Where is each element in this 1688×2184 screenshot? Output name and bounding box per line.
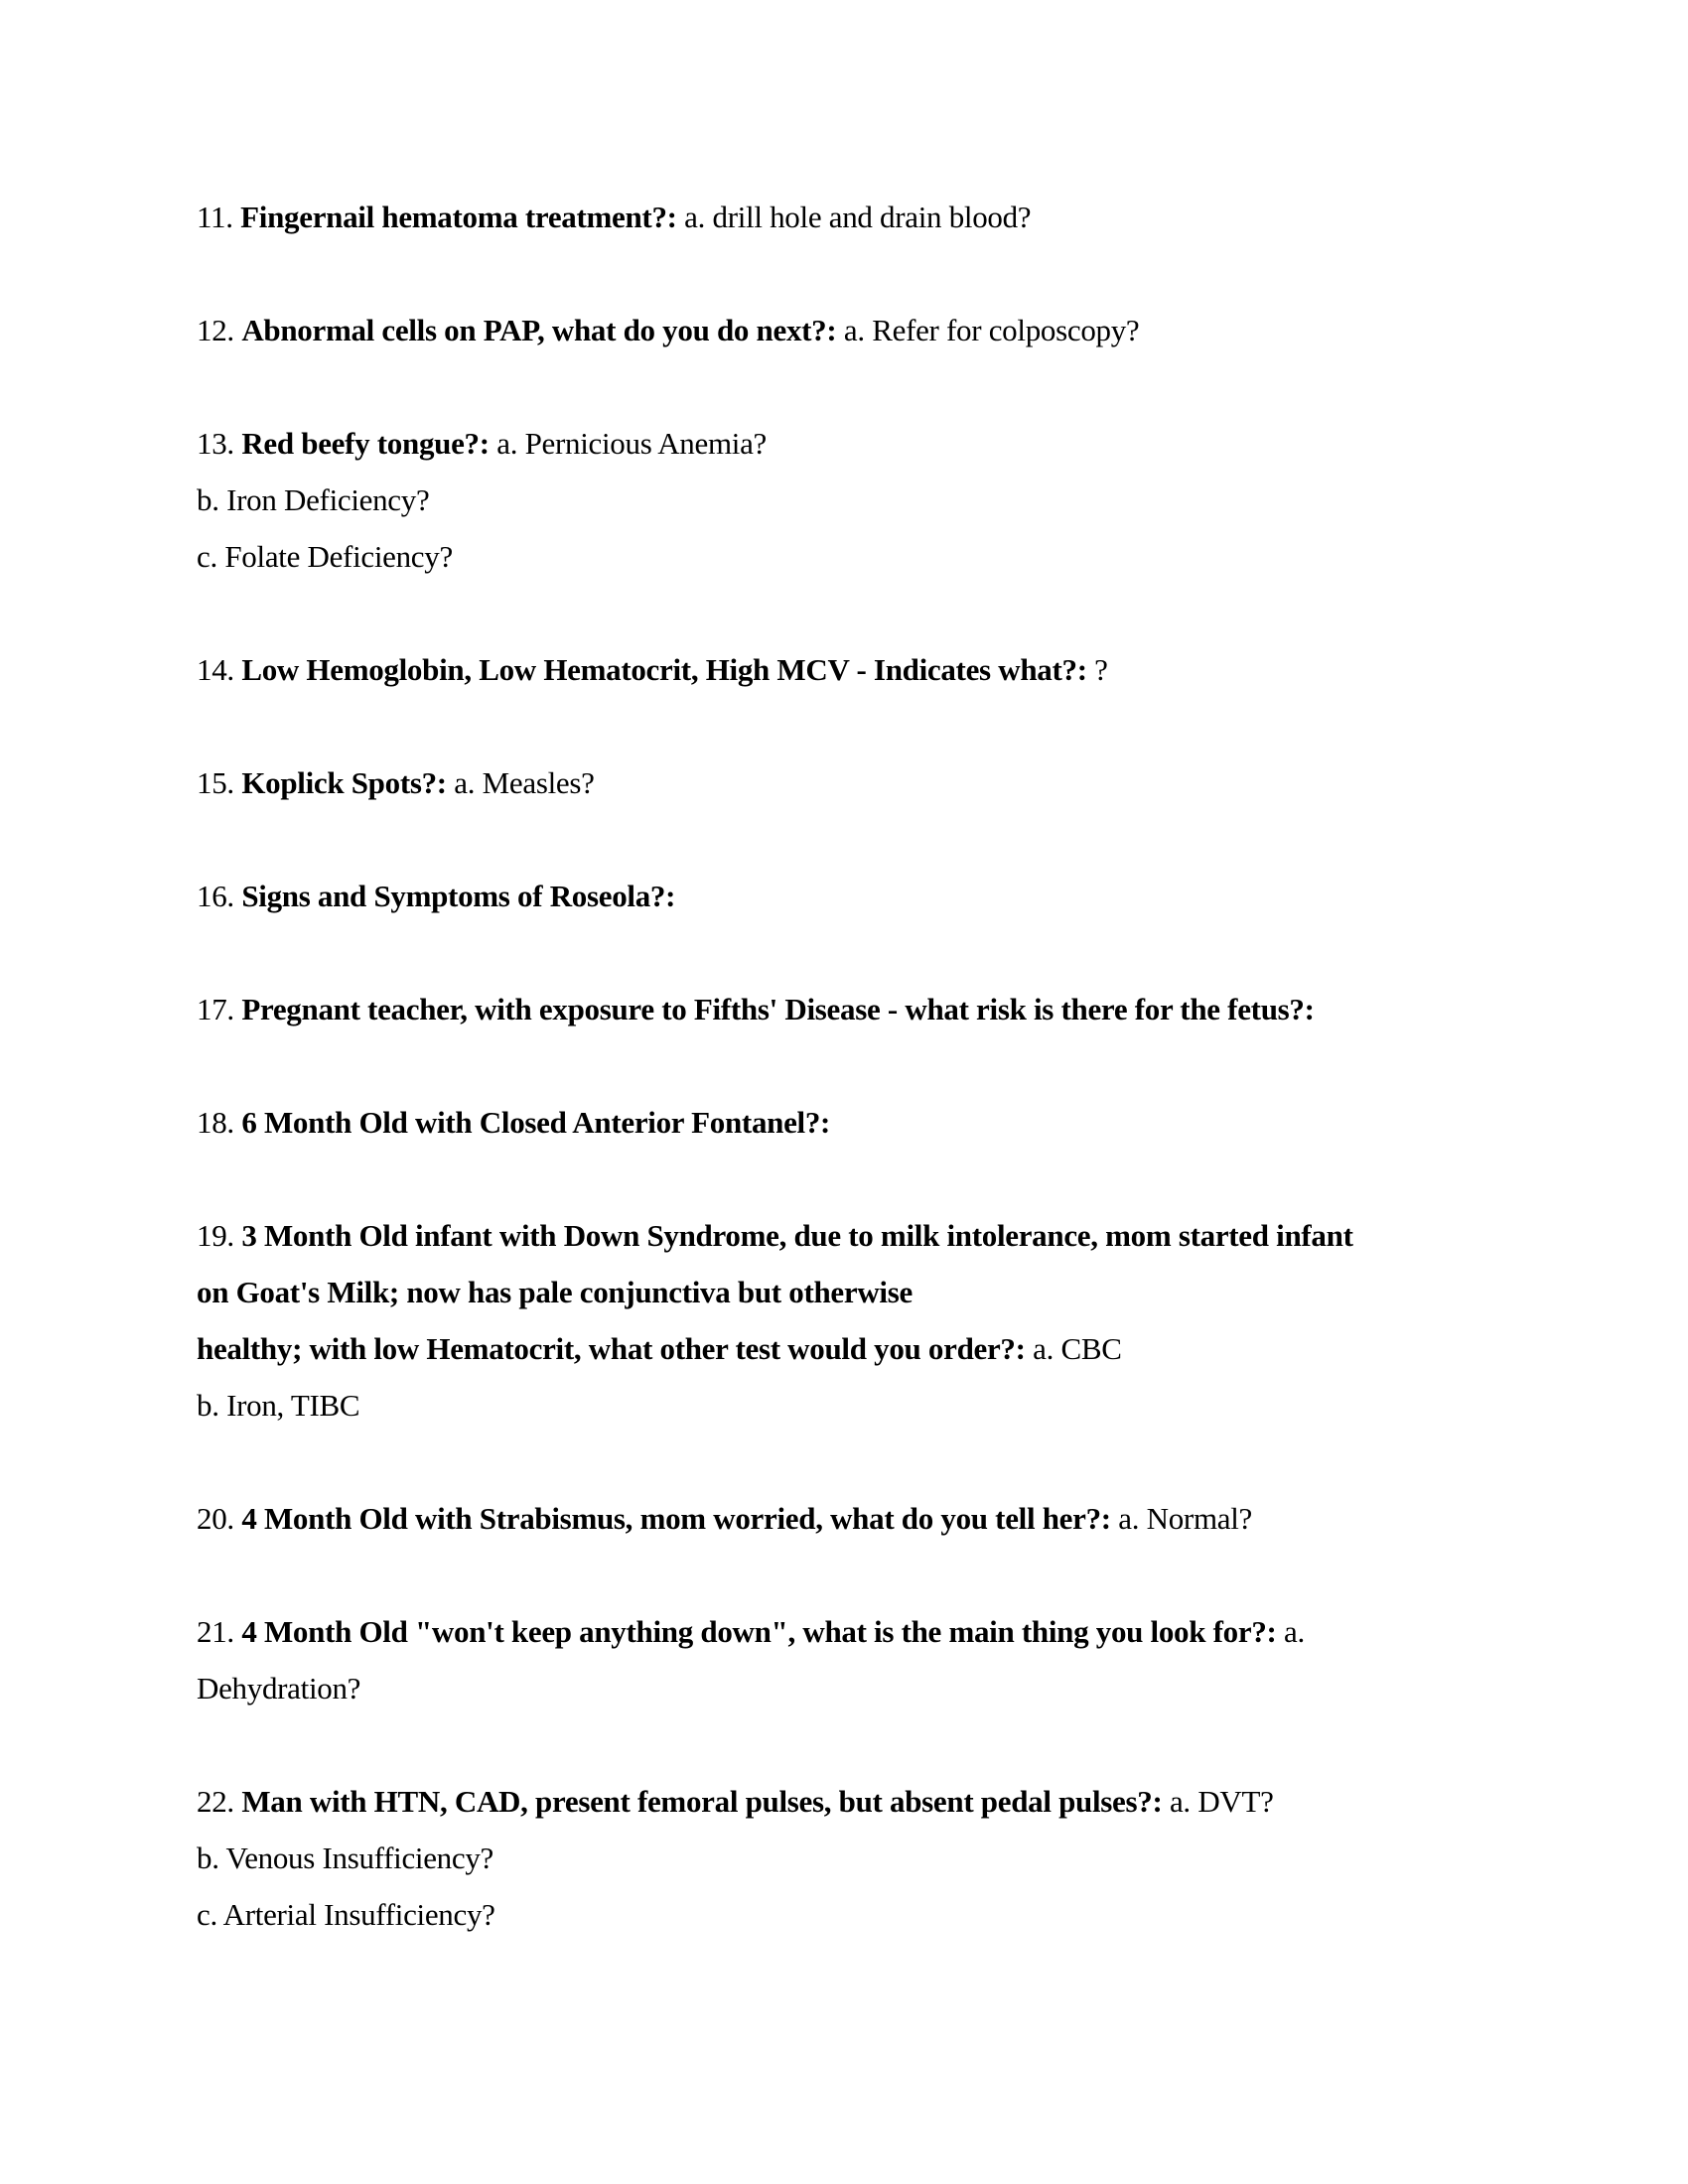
- question-text: 4 Month Old "won't keep anything down", what is the main thing you look for?:: [241, 1614, 1277, 1649]
- question-text: Signs and Symptoms of Roseola?:: [241, 879, 676, 913]
- question-item-21: [197, 1603, 1507, 1716]
- answer-option: a. Pernicious Anemia?: [496, 426, 767, 461]
- question-number: 13.: [197, 426, 234, 461]
- question-text: Koplick Spots?:: [241, 765, 447, 800]
- question-item-13: [197, 415, 1507, 585]
- question-text: Fingernail hematoma treatment?:: [240, 200, 677, 234]
- question-text: 3 Month Old infant with Down Syndrome, due to milk intolerance, mom started infant: [241, 1218, 1353, 1253]
- question-line: [197, 1773, 1507, 1830]
- answer-option: b. Iron Deficiency?: [197, 482, 430, 517]
- question-line: [197, 868, 1507, 924]
- answer-option: a. Measles?: [454, 765, 595, 800]
- question-line: [197, 981, 1507, 1037]
- question-line: [197, 1094, 1507, 1151]
- question-line: [197, 1490, 1507, 1547]
- answer-option: c. Arterial Insufficiency?: [197, 1897, 495, 1932]
- question-line: [197, 415, 1507, 472]
- question-text: Red beefy tongue?:: [241, 426, 490, 461]
- answer-option: b. Venous Insufficiency?: [197, 1841, 494, 1875]
- question-item-17: [197, 981, 1507, 1037]
- question-item-14: [197, 641, 1507, 698]
- question-text: Abnormal cells on PAP, what do you do next?:: [241, 313, 837, 347]
- question-item-20: [197, 1490, 1507, 1547]
- question-number: 14.: [197, 652, 234, 687]
- question-line: [197, 754, 1507, 811]
- question-text: Low Hemoglobin, Low Hematocrit, High MCV - Indicates what?:: [241, 652, 1087, 687]
- answer-option: b. Iron, TIBC: [197, 1388, 360, 1423]
- answer-option: a. Normal?: [1118, 1501, 1252, 1536]
- answer-option: a. Refer for colposcopy?: [843, 313, 1140, 347]
- answer-option: c. Folate Deficiency?: [197, 539, 453, 574]
- question-number: 16.: [197, 879, 234, 913]
- question-item-12: [197, 302, 1507, 358]
- answer-option: a.: [1284, 1614, 1305, 1649]
- question-text: 4 Month Old with Strabismus, mom worried, what do you tell her?:: [241, 1501, 1111, 1536]
- document-page: [197, 189, 1507, 1999]
- answer-option-continued: Dehydration?: [197, 1671, 361, 1706]
- question-item-11: [197, 189, 1507, 245]
- question-item-15: [197, 754, 1507, 811]
- question-number: 17.: [197, 992, 234, 1026]
- question-number: 20.: [197, 1501, 234, 1536]
- question-text: Man with HTN, CAD, present femoral pulses, but absent pedal pulses?:: [241, 1784, 1163, 1819]
- question-item-16: [197, 868, 1507, 924]
- answer-option: a. DVT?: [1169, 1784, 1274, 1819]
- question-number: 22.: [197, 1784, 234, 1819]
- question-number: 15.: [197, 765, 234, 800]
- question-line: [197, 1207, 1507, 1264]
- question-line: [197, 302, 1507, 358]
- question-text: Pregnant teacher, with exposure to Fifths' Disease - what risk is there for the fetus?:: [241, 992, 1315, 1026]
- question-line: [197, 1603, 1507, 1660]
- question-item-22: [197, 1773, 1507, 1943]
- question-text: 6 Month Old with Closed Anterior Fontanel?:: [241, 1105, 831, 1140]
- question-number: 11.: [197, 200, 233, 234]
- answer-option: a. drill hole and drain blood?: [684, 200, 1032, 234]
- question-number: 18.: [197, 1105, 234, 1140]
- question-number: 19.: [197, 1218, 234, 1253]
- question-number: 21.: [197, 1614, 234, 1649]
- question-line: [197, 189, 1507, 245]
- question-item-18: [197, 1094, 1507, 1151]
- question-text-continued: healthy; with low Hematocrit, what other test would you order?:: [197, 1331, 1026, 1366]
- answer-option: ?: [1094, 652, 1108, 687]
- question-line: [197, 1320, 1507, 1377]
- question-line: [197, 641, 1507, 698]
- question-number: 12.: [197, 313, 234, 347]
- question-text-continued: on Goat's Milk; now has pale conjunctiva but otherwise: [197, 1275, 913, 1309]
- answer-option: a. CBC: [1033, 1331, 1122, 1366]
- question-item-19: [197, 1207, 1507, 1433]
